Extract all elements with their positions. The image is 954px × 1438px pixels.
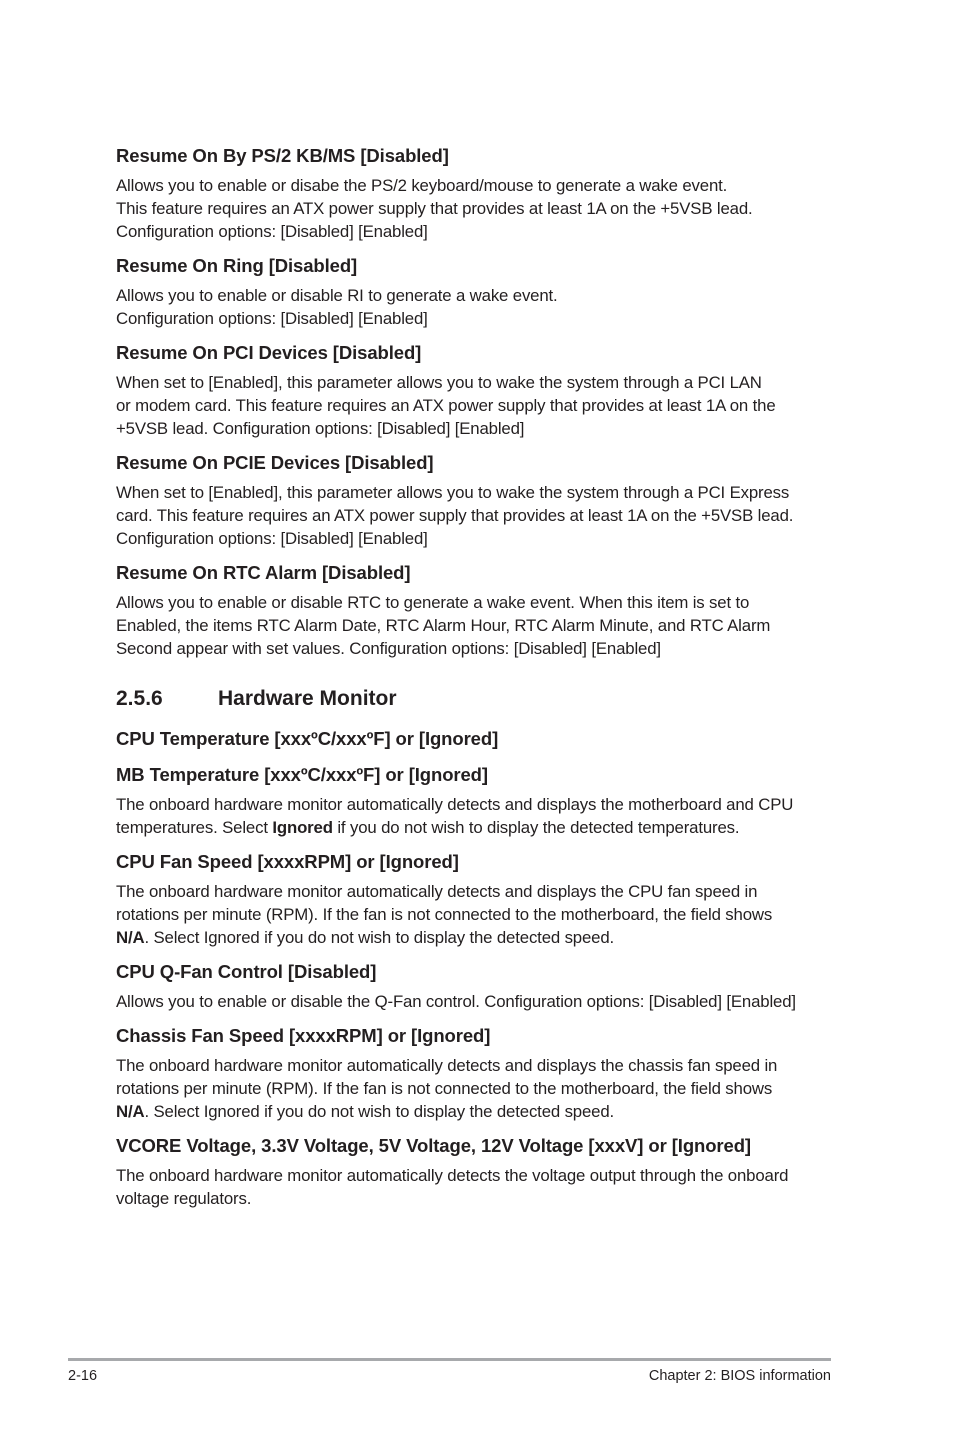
item-description — [116, 174, 838, 243]
description-text: temperatures. Select — [116, 818, 273, 837]
description-line: Enabled, the items RTC Alarm Date, RTC Alarm Hour, RTC Alarm Minute, and RTC Alarm — [116, 616, 771, 635]
description-line: The onboard hardware monitor automatically detects and displays the CPU fan speed in — [116, 882, 758, 901]
item-description — [116, 284, 838, 330]
item-heading: Resume On PCI Devices [Disabled] — [116, 342, 422, 363]
description-line — [116, 1100, 838, 1123]
item-description — [116, 880, 838, 949]
item-heading: MB Temperature [xxxºC/xxxºF] or [Ignored] — [116, 764, 488, 785]
item-heading: CPU Temperature [xxxºC/xxxºF] or [Ignored] — [116, 728, 499, 749]
description-line: Configuration options: [Disabled] [Enabled] — [116, 309, 428, 328]
manual-page-content — [116, 144, 838, 1221]
description-line: This feature requires an ATX power supply that provides at least 1A on the +5VSB lead. — [116, 199, 753, 218]
description-line: or modem card. This feature requires an ATX power supply that provides at least 1A on the — [116, 396, 776, 415]
page-number: 2-16 — [68, 1368, 98, 1384]
item-heading: Resume On By PS/2 KB/MS [Disabled] — [116, 145, 449, 166]
item-heading: Resume On Ring [Disabled] — [116, 255, 358, 276]
item-description — [116, 793, 838, 839]
description-line: Configuration options: [Disabled] [Enabled] — [116, 529, 428, 548]
description-line: When set to [Enabled], this parameter allows you to wake the system through a PCI LAN — [116, 373, 762, 392]
description-text: if you do not wish to display the detected temperatures. — [332, 818, 740, 837]
description-emphasis: Ignored — [272, 818, 333, 837]
section-title: Hardware Monitor — [218, 687, 397, 710]
chapter-label: Chapter 2: BIOS information — [648, 1368, 831, 1384]
section-heading — [116, 685, 838, 713]
description-line: When set to [Enabled], this parameter allows you to wake the system through a PCI Express — [116, 483, 790, 502]
item-description — [116, 591, 838, 660]
item-heading: Resume On PCIE Devices [Disabled] — [116, 452, 434, 473]
description-line: The onboard hardware monitor automatically detects and displays the motherboard and CPU — [116, 795, 794, 814]
item-heading: VCORE Voltage, 3.3V Voltage, 5V Voltage, 12V Voltage [xxxV] or [Ignored] — [116, 1135, 751, 1156]
section-number: 2.5.6 — [116, 687, 163, 710]
description-text: . Select Ignored if you do not wish to display the detected speed. — [144, 928, 615, 947]
description-line: card. This feature requires an ATX power supply that provides at least 1A on the +5VSB lead. — [116, 506, 794, 525]
description-line: The onboard hardware monitor automatically detects and displays the chassis fan speed in — [116, 1056, 778, 1075]
item-heading: Resume On RTC Alarm [Disabled] — [116, 562, 411, 583]
description-line: voltage regulators. — [116, 1189, 252, 1208]
item-description — [116, 371, 838, 440]
description-line: The onboard hardware monitor automatically detects the voltage output through the onboard — [116, 1166, 789, 1185]
bios-items-power — [116, 144, 838, 660]
description-line: rotations per minute (RPM). If the fan is not connected to the motherboard, the field shows — [116, 1079, 773, 1098]
description-line: Allows you to enable or disable the Q-Fan control. Configuration options: [Disabled] [Enabled] — [116, 992, 796, 1011]
description-line: Allows you to enable or disable RI to generate a wake event. — [116, 286, 558, 305]
item-heading: CPU Fan Speed [xxxxRPM] or [Ignored] — [116, 851, 459, 872]
item-heading: CPU Q-Fan Control [Disabled] — [116, 961, 377, 982]
item-description — [116, 1054, 838, 1123]
description-line — [116, 816, 838, 839]
item-description — [116, 481, 838, 550]
description-line: +5VSB lead. Configuration options: [Disabled] [Enabled] — [116, 419, 525, 438]
description-line: Second appear with set values. Configuration options: [Disabled] [Enabled] — [116, 639, 661, 658]
item-description — [116, 990, 838, 1013]
description-emphasis: N/A — [116, 1102, 145, 1121]
description-line: rotations per minute (RPM). If the fan is not connected to the motherboard, the field shows — [116, 905, 773, 924]
item-heading: Chassis Fan Speed [xxxxRPM] or [Ignored] — [116, 1025, 491, 1046]
footer-divider — [68, 1358, 831, 1361]
description-line: Allows you to enable or disable RTC to generate a wake event. When this item is set to — [116, 593, 750, 612]
bios-items-hardware-monitor — [116, 727, 838, 1210]
description-line: Configuration options: [Disabled] [Enabled] — [116, 222, 428, 241]
item-description — [116, 1164, 838, 1210]
description-line: Allows you to enable or disabe the PS/2 keyboard/mouse to generate a wake event. — [116, 176, 728, 195]
description-line — [116, 926, 838, 949]
description-text: . Select Ignored if you do not wish to display the detected speed. — [144, 1102, 615, 1121]
description-emphasis: N/A — [116, 928, 145, 947]
